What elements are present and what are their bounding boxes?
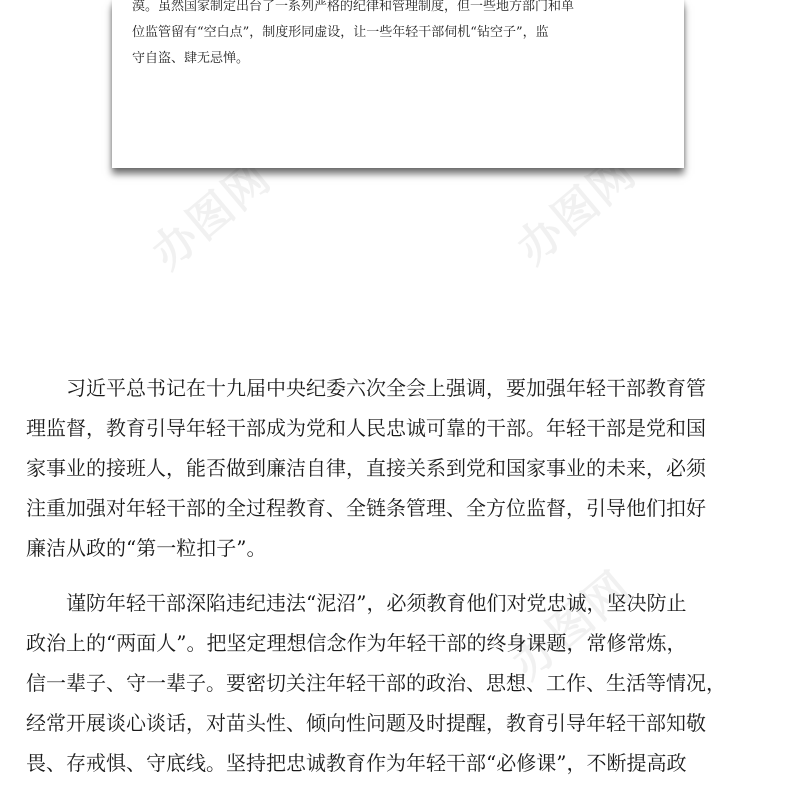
watermark-text: 办图网 <box>507 146 647 275</box>
body-paragraph-1: 习近平总书记在十九届中央纪委六次全会上强调，要加强年轻干部教育管 理监督，教育引导年轻干部成为党和人民忠诚可靠的干部。年轻干部是党和国 家事业的接班人，能否做到廉洁自律，直接关系到党和国家事业的未来，必须 注重加强对年轻干部的全过程教育、全链条管理、全方位监督，引导他们扣好 廉洁从政的“第一粒扣子”。 <box>26 376 706 560</box>
watermark-text: 办图网 <box>502 561 642 690</box>
body-paragraph-2: 谨防年轻干部深陷违纪违法“泥沼”，必须教育他们对党忠诚，坚决防止 政治上的“两面人”。把坚定理想信念作为年轻干部的终身课题，常修常炼， 信一辈子、守一辈子。要密切关注年轻干部的政治、思想、工作、生活等情况， 经常开展谈心谈话，对苗头性、倾向性问题及时提醒，教育引导年轻干部知敬 畏、存戒惧、守底线。坚持把忠诚教育作为年轻干部“必修课”，不断提高政 <box>26 591 726 775</box>
watermark-text: 办图网 <box>142 151 282 280</box>
quote-card <box>112 0 684 168</box>
quote-card-text: 漠。虽然国家制定出台了一系列严格的纪律和管理制度，但一些地方部门和单 位监管留有“空白点”，制度形同虚设，让一些年轻干部伺机“钻空子”，监 守自盗、肆无忌惮。 <box>132 0 575 66</box>
